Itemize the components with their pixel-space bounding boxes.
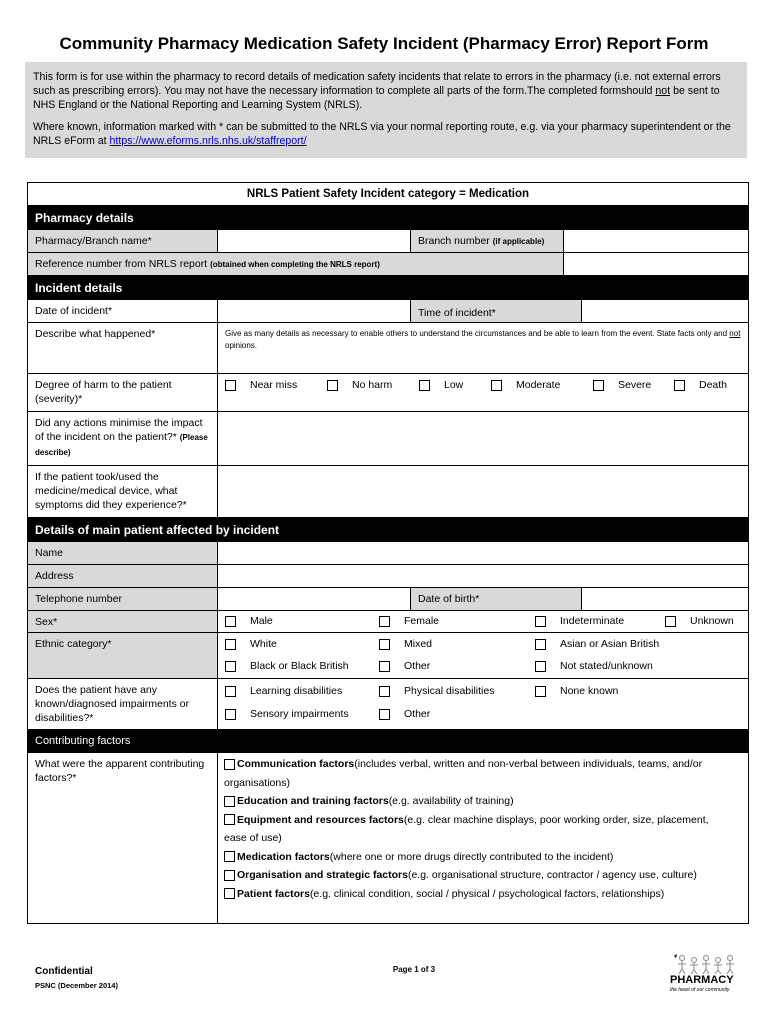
symptoms-field[interactable]: [218, 466, 748, 517]
sensory-impairments-option[interactable]: [225, 708, 349, 720]
medication-checkbox[interactable]: [224, 851, 235, 862]
impairments-row: [28, 679, 748, 730]
harm-death-option[interactable]: [674, 379, 727, 391]
factor-organisation[interactable]: [224, 866, 734, 885]
logo-tagline: the heart of our community: [670, 987, 730, 993]
indeterminate-label: Indeterminate: [560, 615, 625, 627]
harm-severe-option[interactable]: [593, 379, 651, 391]
factor-communication[interactable]: [224, 755, 734, 792]
ethnic-label: Ethnic category*: [28, 633, 218, 678]
branch-number-text: Branch number: [418, 235, 490, 247]
medication-title: Medication factors: [237, 850, 330, 863]
education-desc: (e.g. availability of training): [388, 795, 514, 807]
name-row: [28, 542, 748, 565]
white-label: White: [250, 638, 277, 650]
confidential-label: Confidential: [35, 966, 93, 977]
equipment-desc: (e.g. clear machine displays, poor working order, size, placement, ease of use): [224, 813, 709, 844]
other-ethnic-label: Other: [404, 660, 431, 672]
harm-moderate-option[interactable]: [491, 379, 560, 391]
intro-box: [25, 62, 747, 158]
sensory-impairments-label: Sensory impairments: [250, 708, 349, 720]
branch-number-label: [411, 230, 564, 252]
time-incident-field[interactable]: [582, 300, 748, 322]
reference-row: [28, 253, 748, 276]
people-figures-icon: [668, 952, 748, 974]
black-checkbox[interactable]: [225, 661, 236, 672]
intro-text-end: be sent to NHS England or the National Reporting and Learning System (NRLS).: [33, 85, 720, 111]
equipment-checkbox[interactable]: [224, 814, 235, 825]
contributing-factors-header: Contributing factors: [28, 730, 748, 753]
contributing-row: [28, 753, 748, 923]
harm-near-miss-option[interactable]: [225, 379, 297, 391]
ethnic-white-option[interactable]: [225, 638, 277, 650]
dob-field[interactable]: [582, 588, 748, 610]
none-known-checkbox[interactable]: [535, 686, 546, 697]
other-impairment-checkbox[interactable]: [379, 709, 390, 720]
black-label: Black or Black British: [250, 660, 349, 672]
communication-title: Communication factors: [237, 758, 355, 770]
moderate-label: Moderate: [516, 379, 561, 391]
intro-text: This form is for use within the pharmacy to record details of medication safety incidents that relate to errors in the pharmacy (i.e. not external errors such as prescribing errors). You may not have the necessary information to complete all parts of the form.The completed formshould: [33, 71, 721, 97]
branch-name-field[interactable]: [218, 230, 411, 252]
factor-education[interactable]: [224, 792, 734, 811]
ethnic-row: [28, 633, 748, 679]
minimise-field[interactable]: [218, 412, 748, 465]
communication-desc: (includes verbal, written and non-verbal between individuals, teams, and/or organisations): [224, 758, 703, 789]
medication-desc: (where one or more drugs directly contributed to the incident): [329, 850, 614, 863]
logo-wordmark: PHARMACY: [670, 974, 734, 986]
address-label: Address: [28, 565, 218, 587]
patient-details-header: Details of main patient affected by incident: [28, 518, 748, 542]
education-checkbox[interactable]: [224, 796, 235, 807]
severe-checkbox[interactable]: [593, 380, 604, 391]
ethnic-mixed-option[interactable]: [379, 638, 432, 650]
ethnic-asian-option[interactable]: [535, 638, 659, 650]
page-title: Community Pharmacy Medication Safety Incident (Pharmacy Error) Report Form: [59, 34, 709, 53]
describe-help-not: not: [729, 329, 741, 338]
unknown-checkbox[interactable]: [665, 616, 676, 627]
death-label: Death: [699, 379, 728, 391]
white-checkbox[interactable]: [225, 639, 236, 650]
minimise-label: [28, 412, 218, 465]
psnc-label: PSNC (December 2014): [35, 981, 118, 990]
ethnic-black-option[interactable]: [225, 660, 349, 672]
name-field[interactable]: [218, 542, 748, 564]
branch-row: [28, 230, 748, 253]
telephone-row: [28, 588, 748, 611]
unknown-label: Unknown: [690, 615, 734, 627]
other-impairment-label: Other: [404, 708, 431, 720]
reference-field[interactable]: [564, 253, 748, 275]
sensory-impairments-checkbox[interactable]: [225, 709, 236, 720]
low-checkbox[interactable]: [419, 380, 430, 391]
category-row: [28, 183, 748, 206]
male-label: Male: [250, 615, 273, 627]
if-applicable-note: (if applicable): [492, 237, 545, 246]
pharmacy-logo: [668, 952, 748, 996]
harm-label: Degree of harm to the patient (severity)*: [28, 374, 218, 411]
physical-disabilities-option[interactable]: [379, 685, 494, 697]
nrls-eform-link[interactable]: https://www.eforms.nrls.nhs.uk/staffreport/: [109, 135, 307, 147]
sex-male-option[interactable]: [225, 615, 273, 627]
ethnic-not-stated-option[interactable]: [535, 660, 653, 672]
contributing-label: What were the apparent contributing factors?*: [28, 753, 218, 923]
education-title: Education and training factors: [237, 795, 389, 807]
harm-low-option[interactable]: [419, 379, 463, 391]
reference-note: (obtained when completing the NRLS report): [210, 260, 380, 269]
address-field[interactable]: [218, 565, 748, 587]
patient-desc: (e.g. clinical condition, social / physical / psychological factors, relationships): [309, 887, 665, 900]
ethnic-other-option[interactable]: [379, 660, 430, 672]
please-describe-note: (Please describe): [35, 433, 208, 457]
patient-checkbox[interactable]: [224, 888, 235, 899]
physical-disabilities-checkbox[interactable]: [379, 686, 390, 697]
reference-label: [28, 253, 564, 275]
near-miss-checkbox[interactable]: [225, 380, 236, 391]
sex-label: Sex*: [28, 611, 218, 632]
mixed-label: Mixed: [404, 638, 433, 650]
sex-indeterminate-option[interactable]: [535, 615, 624, 627]
none-known-option[interactable]: [535, 685, 618, 697]
none-known-label: None known: [560, 685, 619, 697]
branch-number-field[interactable]: [564, 230, 748, 252]
patient-title: Patient factors: [237, 887, 310, 900]
organisation-checkbox[interactable]: [224, 870, 235, 881]
no-harm-checkbox[interactable]: [327, 380, 338, 391]
sex-female-option[interactable]: [379, 615, 439, 627]
factor-medication[interactable]: [224, 848, 734, 867]
time-incident-label: Time of incident*: [411, 300, 582, 322]
telephone-label: Telephone number: [28, 588, 218, 610]
low-label: Low: [444, 379, 464, 391]
mixed-checkbox[interactable]: [379, 639, 390, 650]
organisation-desc: (e.g. organisational structure, contractor / agency use, culture): [407, 869, 697, 881]
death-checkbox[interactable]: [674, 380, 685, 391]
factor-equipment[interactable]: [224, 811, 734, 848]
describe-row: [28, 323, 748, 374]
asian-label: Asian or Asian British: [560, 638, 660, 650]
intro-paragraph-2: [33, 120, 739, 148]
factor-patient[interactable]: [224, 885, 734, 904]
incident-details-header: Incident details: [28, 276, 748, 300]
female-label: Female: [404, 615, 440, 627]
indeterminate-checkbox[interactable]: [535, 616, 546, 627]
learning-disabilities-label: Learning disabilities: [250, 685, 343, 697]
organisation-title: Organisation and strategic factors: [237, 869, 408, 881]
asian-checkbox[interactable]: [535, 639, 546, 650]
describe-label: Describe what happened*: [28, 323, 218, 373]
moderate-checkbox[interactable]: [491, 380, 502, 391]
impairments-label: Does the patient have any known/diagnosed impairments or disabilities?*: [28, 679, 218, 729]
minimise-text: Did any actions minimise the impact of the incident on the patient?*: [35, 417, 203, 443]
intro-not: not: [655, 85, 671, 97]
date-time-row: [28, 300, 748, 323]
harm-no-harm-option[interactable]: [327, 379, 392, 391]
near-miss-label: Near miss: [250, 379, 298, 391]
address-row: [28, 565, 748, 588]
not-stated-checkbox[interactable]: [535, 661, 546, 672]
report-form: [27, 182, 749, 924]
harm-row: [28, 374, 748, 412]
severe-label: Severe: [618, 379, 652, 391]
intro-text-2: Where known, information marked with * can be submitted to the NRLS via your normal reporting route, e.g. via your pharmacy superintendent or the NRLS eForm at: [33, 121, 731, 147]
physical-disabilities-label: Physical disabilities: [404, 685, 495, 697]
page-number: Page 1 of 3: [392, 965, 436, 974]
branch-name-label: Pharmacy/Branch name*: [28, 230, 218, 252]
reference-text: Reference number from NRLS report: [35, 258, 208, 270]
no-harm-label: No harm: [352, 379, 393, 391]
factor-list: [224, 755, 734, 903]
sex-row: [28, 611, 748, 633]
other-impairment-option[interactable]: [379, 708, 430, 720]
intro-paragraph-1: [33, 70, 739, 112]
date-incident-label: Date of incident*: [28, 300, 218, 322]
date-incident-field[interactable]: [218, 300, 411, 322]
dob-label: Date of birth*: [411, 588, 582, 610]
minimise-row: [28, 412, 748, 466]
describe-help: Give as many details as necessary to enable others to understand the circumstances and be able to learn from the event. State facts only and: [225, 329, 730, 338]
sex-unknown-option[interactable]: [665, 615, 734, 627]
symptoms-label: If the patient took/used the medicine/medical device, what symptoms did they experience?*: [28, 466, 218, 517]
category-label: NRLS Patient Safety Incident category = Medication: [246, 188, 530, 200]
name-label: Name: [28, 542, 218, 564]
communication-checkbox[interactable]: [224, 759, 235, 770]
not-stated-label: Not stated/unknown: [560, 660, 653, 672]
telephone-field[interactable]: [218, 588, 411, 610]
learning-disabilities-option[interactable]: [225, 685, 342, 697]
pharmacy-details-header: Pharmacy details: [28, 206, 748, 230]
male-checkbox[interactable]: [225, 616, 236, 627]
equipment-title: Equipment and resources factors: [237, 813, 404, 826]
female-checkbox[interactable]: [379, 616, 390, 627]
other-ethnic-checkbox[interactable]: [379, 661, 390, 672]
symptoms-row: [28, 466, 748, 518]
describe-help-end: opinions.: [225, 341, 258, 350]
describe-field[interactable]: [218, 323, 748, 373]
learning-disabilities-checkbox[interactable]: [225, 686, 236, 697]
